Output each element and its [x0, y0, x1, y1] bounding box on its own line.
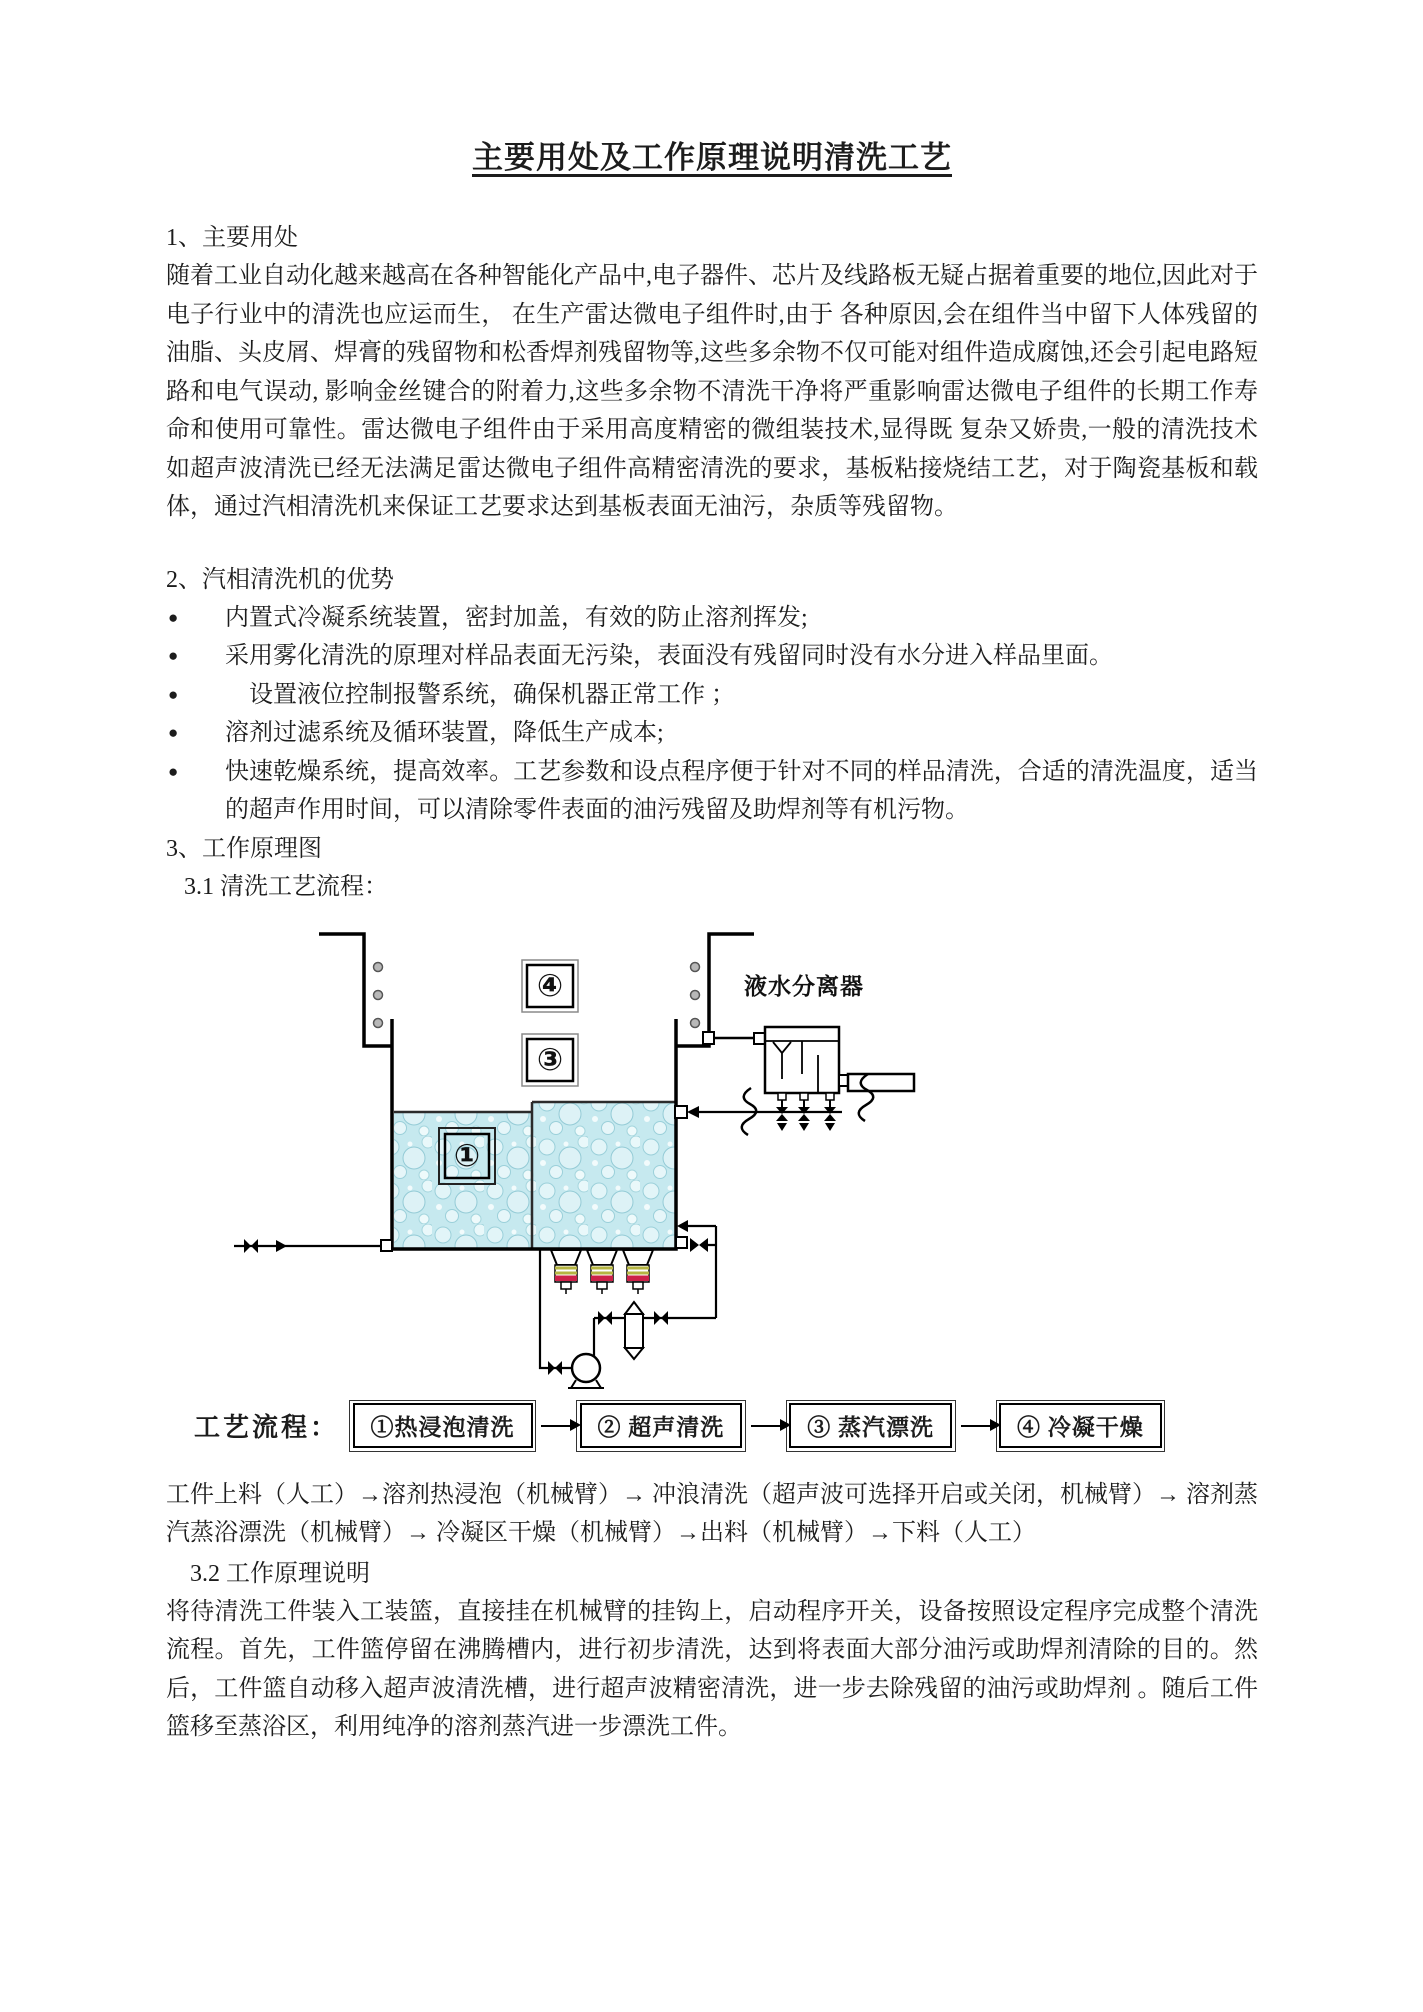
section-1-body: 随着工业自动化越来越高在各种智能化产品中,电子器件、芯片及线路板无疑占据着重要的地位,因此对于电子行业中的清洗也应运而生， 在生产雷达微电子组件时,由于 各种原因,会在组件当中留下人体残留的油脂、头皮屑、焊膏的残留物和松香焊剂残留物等,这些多余物不仅可能对组件造成腐蚀,还会引起电路短路和电气误动, 影响金丝键合的附着力,这些多余物不清洗干净将严重影响雷达微电子组件的长期工作寿命和使用可靠性。雷达微电子组件由于采用高度精密的微组装技术,显得既 复杂又娇贵,一般的清洗技术如超声波清洗已经无法满足雷达微电子组件高精密清洗的要求，基板粘接烧结工艺，对于陶瓷基板和载体，通过汽相清洗机来保证工艺要求达到基板表面无油污，杂质等残留物。 — [166, 263, 1258, 520]
section-2-heading: 2、汽相清洗机的优势 — [166, 566, 394, 593]
bullet-text: 快速乾燥系统，提高效率。工艺参数和设点程序便于针对不同的样品清洗，合适的清洗温度，适当的超声作用时间，可以清除零件表面的油污残留及助焊剂等有机污物。 — [225, 758, 1258, 823]
flow-arrow — [276, 1240, 287, 1252]
flow-label: 工艺流程： — [194, 1413, 340, 1442]
process-flow-row — [194, 1400, 1258, 1452]
bullet-icon: ● — [168, 761, 179, 781]
bullet-item — [166, 753, 1258, 830]
flow-step-label: ④ 冷凝干燥 — [999, 1403, 1162, 1448]
flow-step-box — [576, 1400, 746, 1452]
section-1-heading: 1、主要用处 — [166, 225, 298, 251]
section-3-heading: 3、工作原理图 — [166, 835, 322, 862]
water-separator — [765, 1027, 914, 1093]
right-arrow-icon — [751, 1425, 781, 1427]
bullet-text: 设置液位控制报警系统，确保机器正常工作 ； — [225, 681, 735, 708]
advantage-bullet-list — [166, 599, 1258, 830]
page-title: 主要用处及工作原理说明清洗工艺 — [472, 140, 952, 175]
bullet-icon: ● — [168, 684, 179, 704]
flow-step-label: ③ 蒸汽漂洗 — [789, 1403, 952, 1448]
separator-outlet-pipe — [848, 1074, 914, 1091]
document-content — [166, 0, 1258, 1747]
pipe-flange — [381, 1240, 392, 1251]
flow-step-label: ② 超声清洗 — [580, 1403, 743, 1448]
circulation-pump — [572, 1354, 600, 1382]
bullet-item — [166, 714, 1258, 753]
bullet-item — [166, 676, 1258, 715]
zone-badge-3: ③ — [536, 1041, 564, 1077]
pipe-flange — [703, 1032, 714, 1044]
solvent-filter — [625, 1302, 643, 1359]
bullet-item — [166, 599, 1258, 638]
fill-valve — [244, 1239, 258, 1253]
right-housing-wall — [677, 934, 754, 1046]
subsection-3-1-heading: 3.1 清洗工艺流程： — [184, 873, 388, 900]
working-principle-text: 将待清洗工件装入工装篮，直接挂在机械臂的挂钩上，启动程序开关，设备按照设定程序完成整个清洗流程。首先，工件篮停留在沸腾槽内，进行初步清洗，达到将表面大部分油污或助焊剂清除的目的。然后，工件篮自动移入超声波清洗槽，进行超声波精密清洗，进一步去除残留的油污或助焊剂 。随后工件篮移至蒸浴区，利用纯净的溶剂蒸汽进一步漂洗工件。 — [166, 1598, 1258, 1740]
left-nozzle-holes — [374, 962, 383, 1027]
process-diagram-drawing — [224, 916, 1024, 1394]
filter-outlet-valve — [654, 1311, 668, 1325]
ultrasonic-tank-liquid — [532, 1102, 676, 1249]
zone-badge-4: ④ — [536, 967, 564, 1003]
cleaning-process-diagram — [224, 916, 1024, 1394]
right-nozzle-holes — [691, 962, 700, 1027]
process-flow-text: 工件上料（人工）→溶剂热浸泡（机械臂）→ 冲浪清洗（超声波可选择开启或关闭，机械臂）→ 溶剂蒸汽蒸浴漂洗（机械臂）→ 冷凝区干燥（机械臂）→出料（机械臂）→下料（人工） — [166, 1481, 1258, 1546]
pipe-flange — [675, 1106, 687, 1118]
separator-label: 液水分离器 — [744, 972, 864, 999]
zone-badge-1: ① — [453, 1137, 481, 1173]
flow-step-label: ①热浸泡清洗 — [353, 1403, 533, 1448]
bullet-text: 内置式冷凝系统装置，密封加盖，有效的防止溶剂挥发; — [225, 604, 808, 631]
bullet-icon: ● — [168, 723, 179, 742]
bullet-item — [166, 637, 1258, 676]
right-arrow-icon — [961, 1425, 991, 1427]
bullet-text: 溶剂过滤系统及循环装置，降低生产成本; — [225, 720, 664, 746]
flow-step-box — [349, 1400, 536, 1452]
bullet-icon: ● — [168, 607, 179, 627]
ultrasonic-transducers — [551, 1250, 653, 1294]
flow-step-box — [786, 1400, 956, 1452]
flow-step-box — [996, 1400, 1166, 1452]
pump-inlet-valve — [548, 1361, 562, 1375]
flow-arrow — [687, 1106, 699, 1118]
bullet-text: 采用雾化清洗的原理对样品表面无污染，表面没有残留同时没有水分进入样品里面。 — [225, 643, 1113, 669]
right-arrow-icon — [541, 1425, 571, 1427]
drain-valve — [690, 1238, 708, 1252]
subsection-3-2-heading: 3.2 工作原理说明 — [190, 1560, 370, 1587]
filter-inlet-valve — [598, 1311, 612, 1325]
flow-arrow — [677, 1220, 688, 1232]
bullet-icon: ● — [168, 646, 179, 665]
pipe-flange — [676, 1237, 687, 1248]
pipe-flange — [754, 1033, 765, 1044]
left-housing-wall — [319, 934, 391, 1046]
